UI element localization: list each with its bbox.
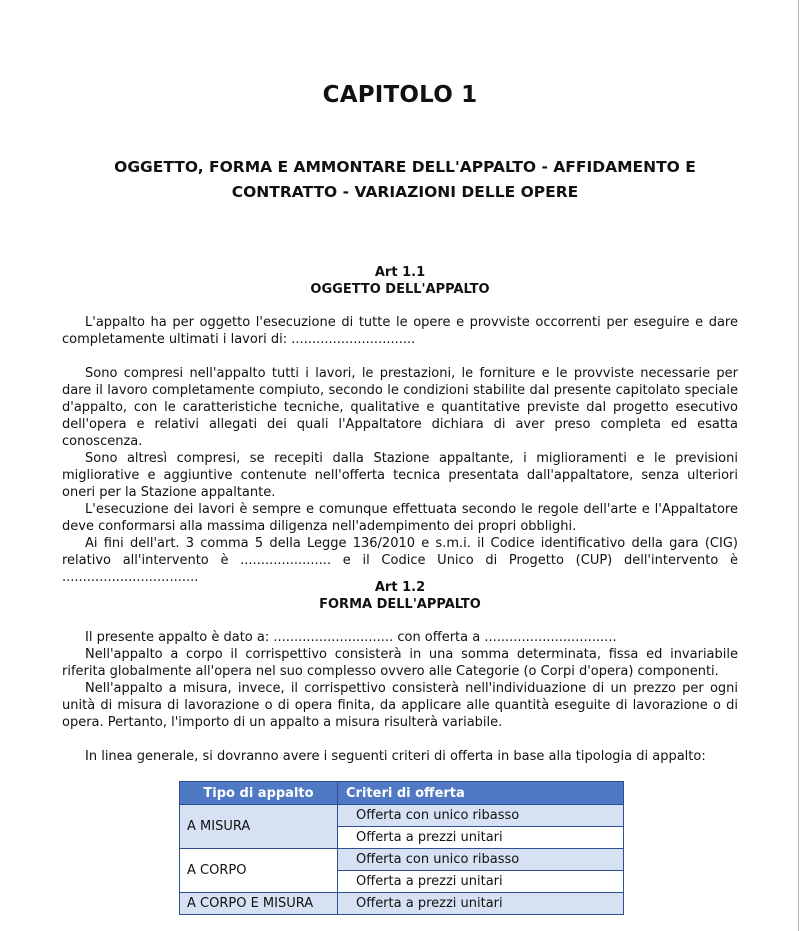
criteria-cell: Offerta con unico ribasso [338,805,624,827]
article-number: Art 1.1 [374,265,426,280]
article-1-2-header [0,579,800,613]
paragraph: Il presente appalto è dato a: ............................. con offerta a ................................ [85,630,617,645]
paragraph: Sono altresì compresi, se recepiti dalla Stazione appaltante, i miglioramenti e le previsioni migliorative e aggiuntive contenute nell'offerta tecnica presentata dall'appaltatore, senza ulteriori oneri per la Stazione appaltante. [62,451,738,500]
article-number: Art 1.2 [374,580,426,595]
article-heading: FORMA DELL'APPALTO [319,597,481,612]
article-1-2-body [62,629,738,765]
criteria-cell: Offerta con unico ribasso [338,849,624,871]
table-row [180,849,624,871]
criteria-table [179,781,624,915]
paragraph: Ai fini dell'art. 3 comma 5 della Legge 136/2010 e s.m.i. il Codice identificativo della gara (CIG) relativo all'intervento è ...................... e il Codice Unico di Progetto (CUP) dell'intervento è ................................. [62,536,738,585]
paragraph: Nell'appalto a misura, invece, il corrispettivo consisterà nell'individuazione di un prezzo per ogni unità di misura di lavorazione o di opera finita, da applicare alle quantità eseguite di lavorazione o di opera. Pertanto, l'importo di un appalto a misura risulterà variabile. [62,681,738,730]
criteria-cell: Offerta a prezzi unitari [338,871,624,893]
article-1-1-header [0,264,800,298]
criteria-cell: Offerta a prezzi unitari [338,893,624,915]
paragraph: In linea generale, si dovranno avere i seguenti criteri di offerta in base alla tipologia di appalto: [85,749,706,764]
paragraph: L'appalto ha per oggetto l'esecuzione di tutte le opere e provviste occorrenti per eseguire e dare completamente ultimati i lavori di: .............................. [62,315,738,347]
chapter-title: CAPITOLO 1 [322,82,478,108]
table-header-row [180,782,624,805]
table-row [180,805,624,827]
type-cell: A CORPO E MISURA [180,893,338,915]
article-1-1-body [62,314,738,586]
chapter-subtitle [0,155,800,205]
table-row [180,893,624,915]
article-heading: OGGETTO DELL'APPALTO [310,282,490,297]
type-cell: A MISURA [180,805,338,849]
type-cell: A CORPO [180,849,338,893]
chapter-subtitle-line2: CONTRATTO - VARIAZIONI DELLE OPERE [231,183,579,201]
paragraph: L'esecuzione dei lavori è sempre e comunque effettuata secondo le regole dell'arte e l'Appaltatore deve conformarsi alla massima diligenza nell'adempimento dei propri obblighi. [62,502,738,534]
column-header-type: Tipo di appalto [180,782,338,805]
paragraph: Sono compresi nell'appalto tutti i lavori, le prestazioni, le forniture e le provviste necessarie per dare il lavoro completamente compiuto, secondo le condizioni stabilite dal presente capitolato speciale d'appalto, con le caratteristiche tecniche, qualitative e quantitative previste dal progetto esecutivo dell'opera e relativi allegati dei quali l'Appaltatore dichiara di aver preso completa ed esatta conoscenza. [62,366,738,449]
paragraph: Nell'appalto a corpo il corrispettivo consisterà in una somma determinata, fissa ed invariabile riferita globalmente all'opera nel suo complesso ovvero alle Categorie (o Corpi d'opera) componenti. [62,647,738,679]
chapter-subtitle-line1: OGGETTO, FORMA E AMMONTARE DELL'APPALTO - AFFIDAMENTO E [114,158,696,176]
criteria-cell: Offerta a prezzi unitari [338,827,624,849]
column-header-criteria: Criteri di offerta [338,782,624,805]
